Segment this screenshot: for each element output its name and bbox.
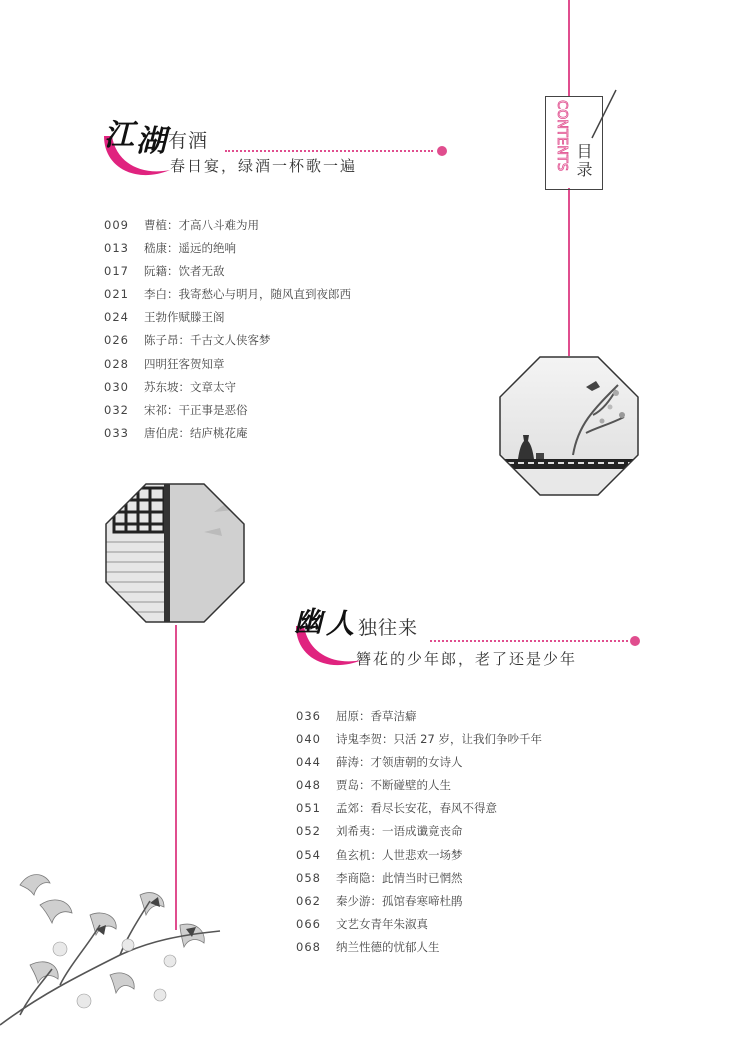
toc-entry[interactable] — [104, 237, 351, 260]
toc-entry-page: 040 — [296, 732, 321, 747]
toc-entry-page: 026 — [104, 333, 129, 348]
toc-entry-page: 052 — [296, 824, 321, 839]
section2-dot-end — [630, 636, 640, 646]
toc-entry-page: 058 — [296, 870, 321, 885]
toc-entry[interactable] — [104, 329, 351, 352]
toc-entry-page: 013 — [104, 241, 129, 256]
section2-dotted-line — [430, 640, 628, 642]
toc-entry-title: 纳兰性德的忧郁人生 — [336, 939, 440, 954]
toc-entry-page: 066 — [296, 916, 321, 931]
section1-dotted-line — [225, 150, 433, 152]
toc-entry-title: 苏东坡：文章太守 — [144, 379, 236, 394]
top-vertical-line — [568, 0, 570, 96]
toc-entry-title: 文艺女青年朱淑真 — [336, 916, 428, 931]
toc-entry-title: 薛涛：才领唐朝的女诗人 — [336, 755, 463, 770]
toc-entry[interactable] — [296, 890, 542, 913]
lattice-window-illustration — [104, 482, 246, 624]
toc-entry-title: 宋祁：干正事是恶俗 — [144, 402, 248, 417]
toc-entry-title: 四明狂客贺知章 — [144, 356, 225, 371]
toc-entry-title: 孟郊：看尽长安花，春风不得意 — [336, 801, 497, 816]
toc-entry-page: 044 — [296, 755, 321, 770]
mid-vertical-line — [568, 188, 570, 356]
toc-entry-title: 陈子昂：千古文人侠客梦 — [144, 333, 271, 348]
toc-entry-page: 036 — [296, 709, 321, 723]
toc-entry-title: 诗鬼李贺：只活 27 岁，让我们争吵千年 — [336, 732, 542, 747]
section2-title: 独往来 — [358, 617, 419, 639]
section1-toc-list — [104, 214, 351, 445]
section2-toc-list — [296, 705, 542, 959]
toc-entry-page: 032 — [104, 402, 129, 417]
toc-entry-title: 屈原：香草洁癖 — [336, 709, 417, 723]
toc-entry[interactable] — [296, 728, 542, 751]
toc-entry-page: 051 — [296, 801, 321, 816]
section1-subtitle: 春日宴，绿酒一杯歌一遍 — [170, 157, 358, 175]
toc-entry[interactable] — [296, 705, 542, 728]
contents-label-cn: 目录 — [574, 143, 593, 179]
section1-calligraphy-1: 江 — [104, 118, 134, 153]
section2-calligraphy-2: 人 — [326, 607, 355, 640]
toc-entry[interactable] — [104, 376, 351, 399]
toc-entry-page: 054 — [296, 847, 321, 862]
toc-entry[interactable] — [296, 797, 542, 820]
toc-entry-title: 王勃作赋滕王阁 — [144, 310, 225, 325]
toc-entry-title: 贾岛：不断碰壁的人生 — [336, 778, 451, 793]
toc-entry-page: 030 — [104, 379, 129, 394]
contents-label-en: CONTENTS — [554, 100, 569, 172]
toc-entry-page: 062 — [296, 893, 321, 908]
contents-slash-decoration — [580, 88, 620, 148]
toc-entry-page: 028 — [104, 356, 129, 371]
toc-entry[interactable] — [104, 353, 351, 376]
toc-entry[interactable] — [296, 751, 542, 774]
toc-entry-title: 曹植：才高八斗难为用 — [144, 218, 259, 232]
section1-title: 有酒 — [168, 130, 209, 152]
section1-dot-end — [437, 146, 447, 156]
toc-entry-title: 秦少游：孤馆春寒啼杜鹃 — [336, 893, 463, 908]
toc-entry-page: 017 — [104, 264, 129, 279]
toc-entry-title: 李商隐：此情当时已惘然 — [336, 870, 463, 885]
toc-entry-title: 阮籍：饮者无敌 — [144, 264, 225, 279]
toc-entry[interactable] — [296, 936, 542, 959]
toc-entry-title: 李白：我寄愁心与明月，随风直到夜郎西 — [144, 287, 351, 302]
toc-entry[interactable] — [296, 844, 542, 867]
toc-entry[interactable] — [104, 214, 351, 237]
toc-entry-page: 068 — [296, 939, 321, 954]
flower-branch-illustration — [0, 865, 240, 1045]
toc-entry[interactable] — [104, 422, 351, 445]
toc-entry-page: 021 — [104, 287, 129, 302]
section2-calligraphy-1: 幽 — [294, 605, 323, 638]
still-life-window-illustration — [498, 355, 640, 497]
toc-entry[interactable] — [104, 260, 351, 283]
toc-entry-title: 刘希夷：一语成谶竟丧命 — [336, 824, 463, 839]
toc-entry[interactable] — [296, 913, 542, 936]
toc-entry-title: 嵇康：遥远的绝响 — [144, 241, 236, 256]
toc-entry[interactable] — [104, 399, 351, 422]
toc-entry-page: 033 — [104, 425, 129, 440]
toc-entry[interactable] — [296, 867, 542, 890]
toc-entry[interactable] — [104, 283, 351, 306]
toc-entry-page: 048 — [296, 778, 321, 793]
toc-entry[interactable] — [296, 820, 542, 843]
toc-entry[interactable] — [104, 306, 351, 329]
section2-subtitle: 簪花的少年郎，老了还是少年 — [356, 650, 578, 668]
section1-calligraphy-2: 湖 — [136, 124, 166, 159]
toc-entry-title: 唐伯虎：结庐桃花庵 — [144, 425, 248, 440]
toc-entry-title: 鱼玄机：人世悲欢一场梦 — [336, 847, 463, 862]
toc-entry-page: 009 — [104, 218, 129, 232]
toc-entry-page: 024 — [104, 310, 129, 325]
toc-entry[interactable] — [296, 774, 542, 797]
